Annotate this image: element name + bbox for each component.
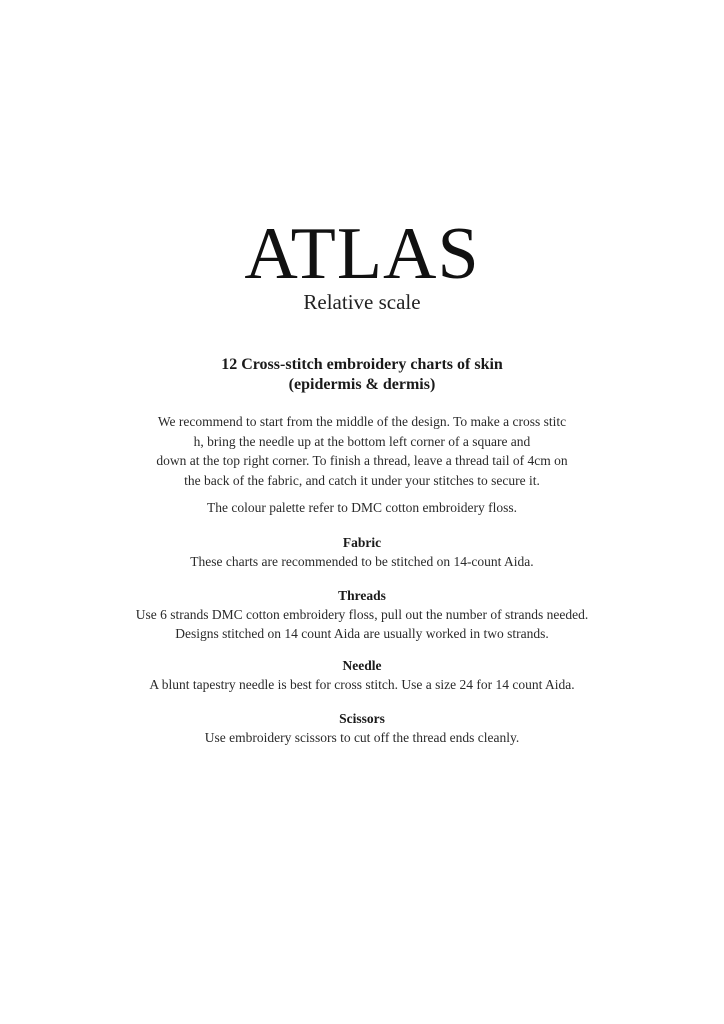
section-scissors-title: Scissors xyxy=(339,711,385,726)
section-needle-line-1: A blunt tapestry needle is best for cross stitch. Use a size 24 for 14 count Aida. xyxy=(149,677,575,692)
section-fabric-title: Fabric xyxy=(342,535,382,550)
section-threads-line-1: Use 6 strands DMC cotton embroidery floss, pull out the number of strands needed. xyxy=(135,607,589,622)
intro-paragraph xyxy=(0,412,724,490)
section-fabric xyxy=(0,534,724,571)
palette-note: The colour palette refer to DMC cotton embroidery floss. xyxy=(206,500,518,515)
section-threads-title: Threads xyxy=(338,588,386,603)
charts-heading-line-2: (epidermis & dermis) xyxy=(288,376,436,393)
document-title: ATLAS xyxy=(244,213,480,295)
intro-line-4: the back of the fabric, and catch it under your stitches to secure it. xyxy=(184,472,540,488)
charts-heading xyxy=(0,355,724,395)
section-threads-line-2: Designs stitched on 14 count Aida are usually worked in two strands. xyxy=(175,626,549,641)
document-subtitle: Relative scale xyxy=(303,290,421,314)
section-fabric-line-1: These charts are recommended to be stitched on 14-count Aida. xyxy=(190,554,534,569)
intro-line-2: h, bring the needle up at the bottom left corner of a square and xyxy=(193,433,531,449)
charts-heading-line-1: 12 Cross-stitch embroidery charts of skin xyxy=(221,356,503,373)
section-scissors-line-1: Use embroidery scissors to cut off the thread ends cleanly. xyxy=(204,730,520,745)
section-needle xyxy=(0,657,724,694)
section-scissors xyxy=(0,710,724,747)
section-threads xyxy=(0,587,724,643)
section-needle-title: Needle xyxy=(342,658,382,673)
intro-line-3: down at the top right corner. To finish a thread, leave a thread tail of 4cm on xyxy=(156,453,568,468)
intro-line-1: We recommend to start from the middle of the design. To make a cross stitc xyxy=(157,414,567,429)
